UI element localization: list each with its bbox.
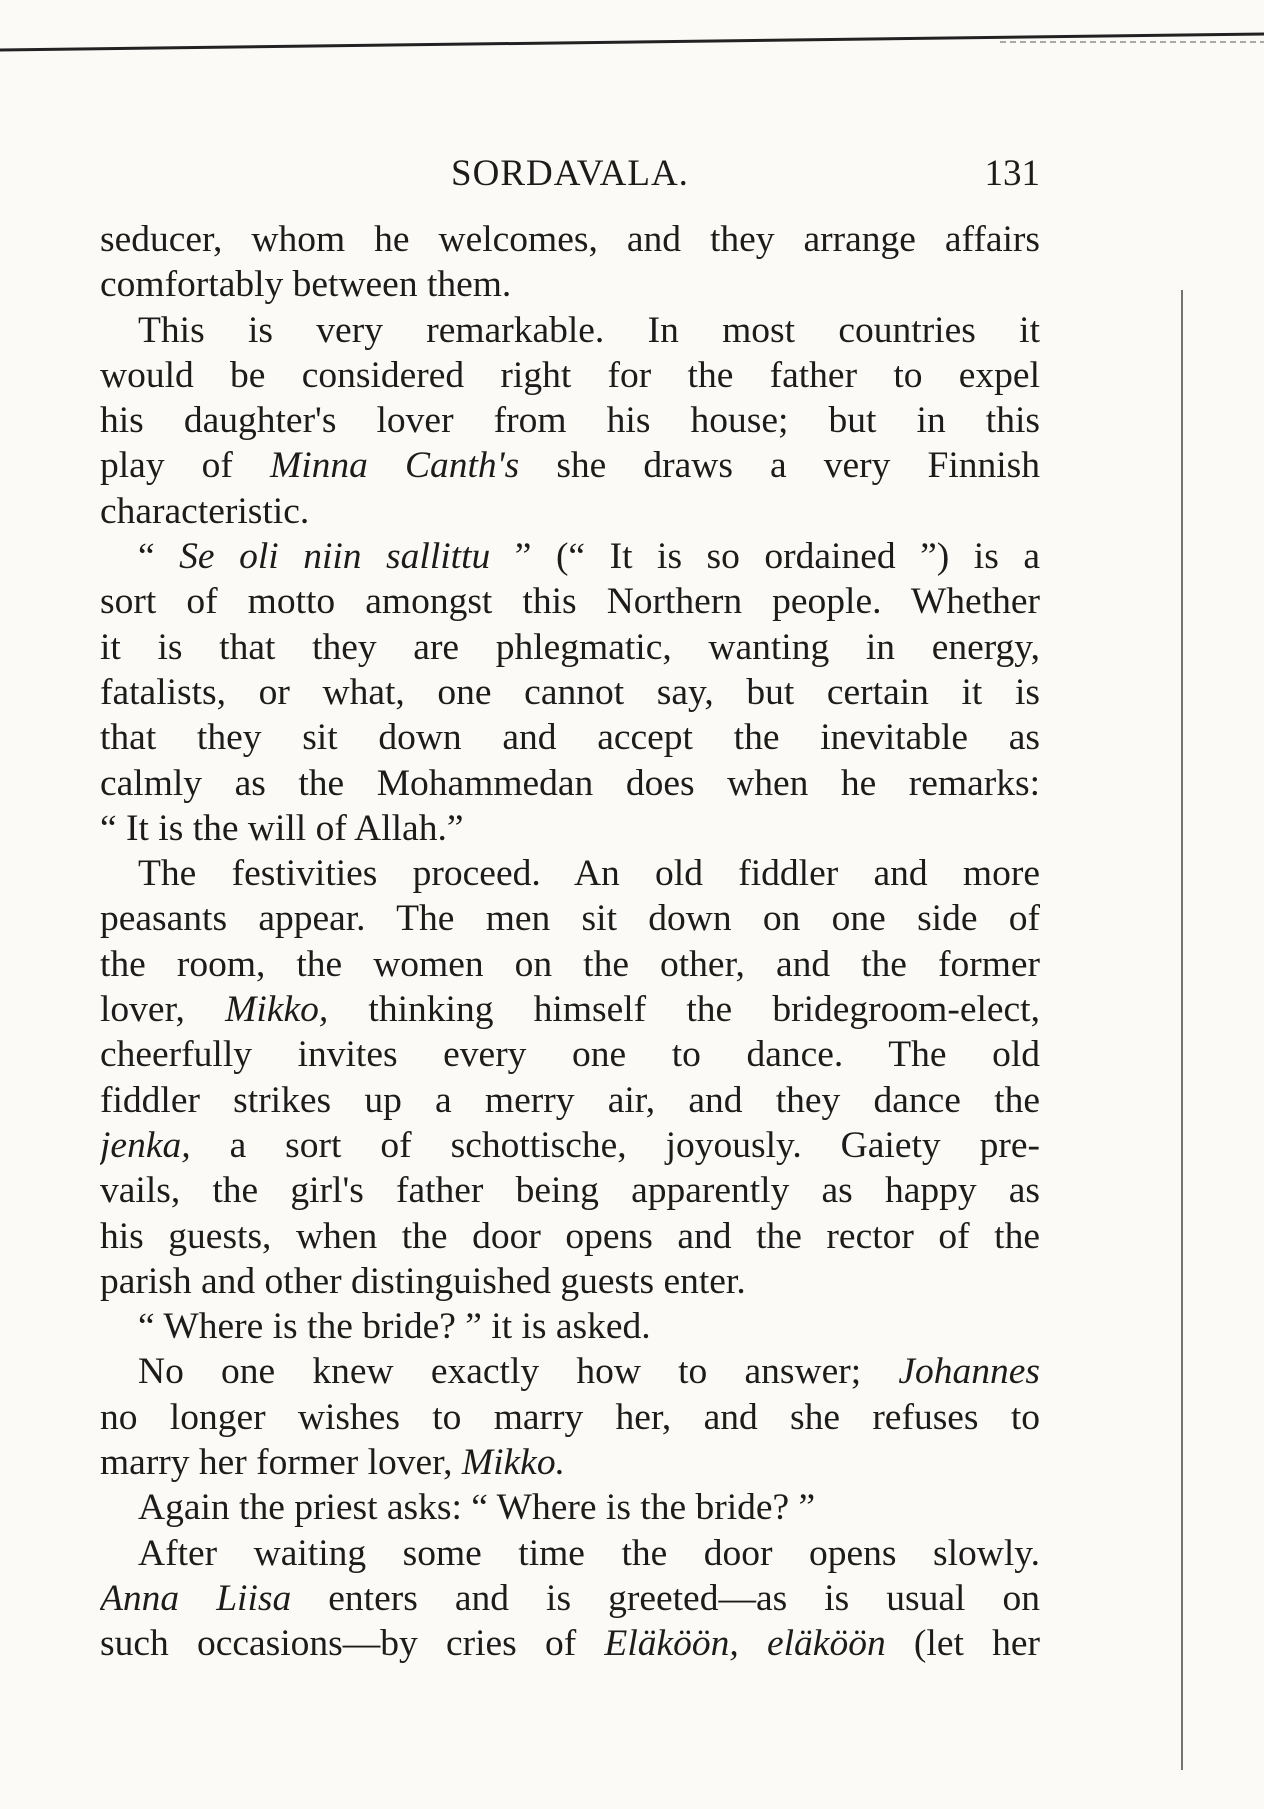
text-segment: no longer wishes to marry her, and she refuses to xyxy=(100,1396,1040,1438)
text-segment: parish and other distinguished guests enter. xyxy=(100,1260,746,1302)
text-line xyxy=(100,579,1040,624)
text-line xyxy=(100,1531,1040,1576)
text-segment: Again the priest asks: “ Where is the bride? ” xyxy=(138,1487,816,1529)
text-segment: thinking himself the bridegroom-elect, xyxy=(328,989,1040,1031)
text-segment: comfortably between them. xyxy=(100,264,512,306)
italic-text: Johannes xyxy=(898,1351,1040,1393)
text-line xyxy=(100,308,1040,353)
page-number: 131 xyxy=(984,153,1040,194)
text-segment: This is very remarkable. In most countries it xyxy=(138,309,1040,351)
text-line xyxy=(100,715,1040,760)
text-line xyxy=(100,443,1040,488)
text-line xyxy=(100,398,1040,443)
right-margin-rule xyxy=(1180,290,1184,1770)
text-segment: such occasions—by cries of xyxy=(100,1623,605,1665)
text-line xyxy=(100,806,1040,851)
text-line xyxy=(100,1576,1040,1621)
text-line xyxy=(100,1123,1040,1168)
italic-text: Mikko. xyxy=(461,1442,565,1484)
text-line xyxy=(100,761,1040,806)
text-line xyxy=(100,489,1040,534)
text-segment: cheerfully invites every one to dance. The old xyxy=(100,1034,1040,1076)
text-line xyxy=(100,851,1040,896)
text-segment: the room, the women on the other, and the former xyxy=(100,943,1040,985)
body-text xyxy=(100,217,1040,1667)
text-line xyxy=(100,1032,1040,1077)
text-line xyxy=(100,896,1040,941)
text-segment: calmly as the Mohammedan does when he remarks: xyxy=(100,762,1040,804)
text-line xyxy=(100,625,1040,670)
text-segment: “ xyxy=(138,536,180,578)
text-segment: seducer, whom he welcomes, and they arrange affairs xyxy=(100,219,1040,260)
text-segment: fatalists, or what, one cannot say, but certain it is xyxy=(100,671,1040,713)
text-line xyxy=(100,1078,1040,1123)
text-line xyxy=(100,1168,1040,1213)
text-segment: sort of motto amongst this Northern people. Whether xyxy=(100,581,1040,623)
text-segment: peasants appear. The men sit down on one side of xyxy=(100,898,1040,940)
text-segment: vails, the girl's father being apparently as happy as xyxy=(100,1170,1040,1212)
text-segment: that they sit down and accept the inevitable as xyxy=(100,717,1040,759)
text-segment: she draws a very Finnish xyxy=(519,445,1040,487)
italic-text: Mikko, xyxy=(225,989,329,1031)
text-line xyxy=(100,1259,1040,1304)
text-line xyxy=(100,1304,1040,1349)
text-segment: ” (“ It is so ordained ”) is a xyxy=(490,536,1040,578)
text-line xyxy=(100,1621,1040,1666)
text-line xyxy=(100,1485,1040,1530)
text-segment: marry her former lover, xyxy=(100,1442,462,1484)
page-header xyxy=(100,150,1040,210)
text-line xyxy=(100,534,1040,579)
text-segment: his daughter's lover from his house; but in this xyxy=(100,400,1040,442)
italic-text: Anna Liisa xyxy=(100,1577,292,1619)
text-segment: fiddler strikes up a merry air, and they dance the xyxy=(100,1079,1040,1121)
text-line xyxy=(100,262,1040,307)
italic-text: jenka, xyxy=(100,1124,191,1166)
text-segment: play of xyxy=(100,445,270,487)
running-head: SORDAVALA. xyxy=(451,153,689,194)
text-segment: a sort of schottische, joyously. Gaiety pre- xyxy=(190,1124,1040,1166)
text-segment: “ It is the will of Allah.” xyxy=(100,807,464,849)
text-segment: characteristic. xyxy=(100,490,310,532)
text-line xyxy=(100,217,1040,262)
italic-text: Se oli niin sallittu xyxy=(179,536,491,578)
text-segment: enters and is greeted—as is usual on xyxy=(291,1577,1040,1619)
text-segment: his guests, when the door opens and the rector of the xyxy=(100,1215,1040,1257)
text-line xyxy=(100,670,1040,715)
text-line xyxy=(100,353,1040,398)
text-segment: would be considered right for the father to expel xyxy=(100,354,1040,396)
text-line xyxy=(100,1395,1040,1440)
text-segment: After waiting some time the door opens slowly. xyxy=(138,1532,1040,1574)
text-segment: “ Where is the bride? ” it is asked. xyxy=(138,1306,651,1348)
text-segment: (let her xyxy=(885,1623,1040,1665)
text-line xyxy=(100,1214,1040,1259)
text-segment: No one knew exactly how to answer; xyxy=(138,1351,899,1393)
text-segment: it is that they are phlegmatic, wanting in energy, xyxy=(100,626,1040,668)
italic-text: Eläköön, eläköön xyxy=(604,1623,886,1665)
text-segment: The festivities proceed. An old fiddler and more xyxy=(138,853,1040,895)
text-line xyxy=(100,942,1040,987)
text-segment: lover, xyxy=(100,989,226,1031)
top-rule xyxy=(0,30,1264,70)
text-line xyxy=(100,1349,1040,1394)
italic-text: Minna Canth's xyxy=(269,445,520,487)
text-line xyxy=(100,1440,1040,1485)
text-line xyxy=(100,987,1040,1032)
